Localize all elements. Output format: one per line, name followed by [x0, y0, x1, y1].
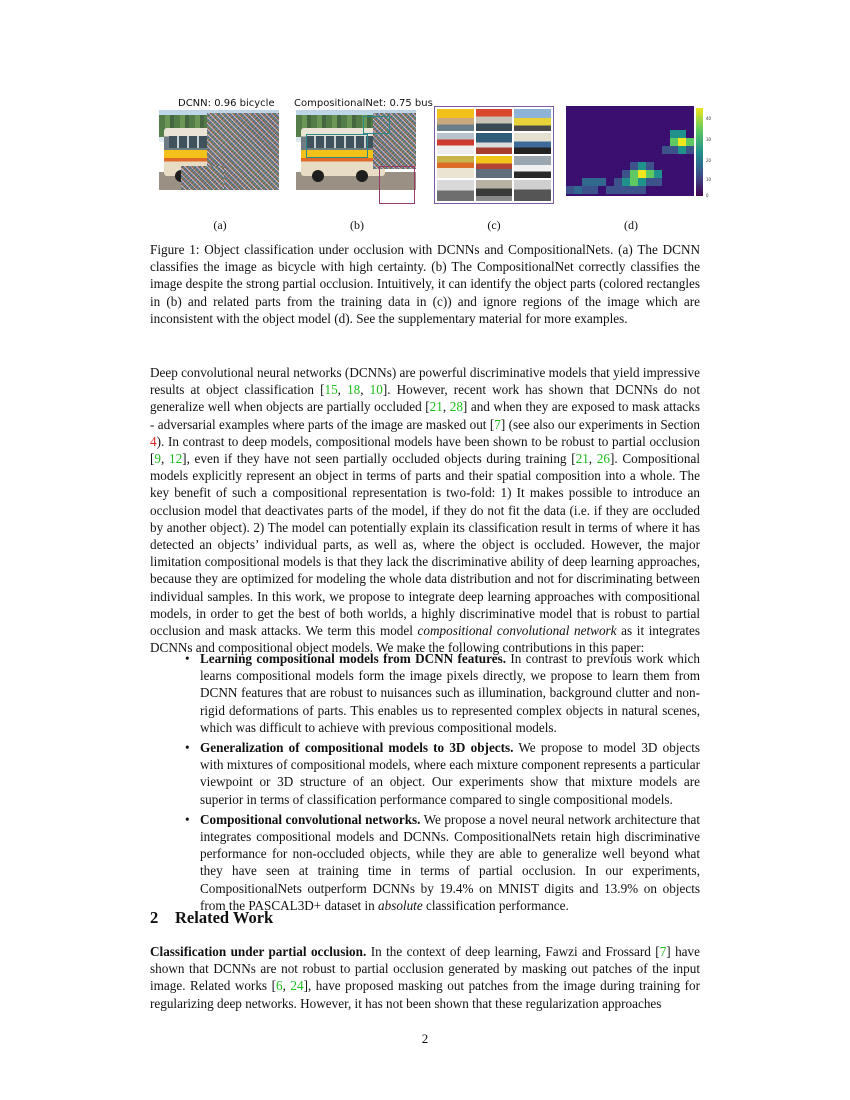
- citation-link[interactable]: 6: [275, 978, 283, 994]
- occlusion-noise-patch: [181, 166, 224, 190]
- patch: [514, 109, 551, 131]
- sub-label-c: (c): [487, 218, 501, 232]
- patch: [476, 180, 513, 202]
- item-title: Learning compositional models from DCNN features.: [200, 651, 506, 666]
- caption-text: Object classification under occlusion with DCNNs and CompositionalNets. (a) The DCNN classifies the image as bicycle with high certainty. (b) The CompositionalNet correctly classifies the image despite the strong partial occlusion. Intuitively, it can identify the object parts (colored rectangles in (b) and related parts from the training data in (c)) and ignore regions of the image which are inconsistent with the object model (d). See the supplementary material for more examples.: [150, 242, 700, 326]
- intro-paragraph: [150, 364, 700, 656]
- heatmap-cell: [606, 186, 614, 194]
- colorbar-tick: 20: [706, 158, 712, 163]
- heatmap-cell: [678, 138, 686, 146]
- heatmap-cell: [662, 146, 670, 154]
- citation-link[interactable]: 12: [168, 451, 183, 467]
- heatmap-cell: [670, 138, 678, 146]
- citation-link[interactable]: 28: [449, 399, 463, 415]
- section-heading: [150, 908, 273, 928]
- text: ]. However, recent work has shown that DCNNs do not generalize well when objects are partially occluded [: [150, 382, 701, 415]
- heatmap-cell: [670, 130, 678, 138]
- colorbar-tick: 0: [706, 193, 709, 198]
- patch: [437, 180, 474, 202]
- wheel: [312, 170, 324, 182]
- text: ,: [442, 399, 450, 415]
- heatmap-cell: [686, 138, 694, 146]
- text: In the context of deep learning, Fawzi and Frossard [: [366, 944, 660, 959]
- heatmap-cell: [638, 178, 646, 186]
- citation-link[interactable]: 18: [347, 382, 361, 398]
- heatmap-cell: [598, 178, 606, 186]
- panel-b-title: CompositionalNet: 0.75 bus: [294, 98, 433, 109]
- heatmap-cell: [574, 186, 582, 194]
- patch: [514, 180, 551, 202]
- patch: [437, 156, 474, 178]
- patch: [476, 133, 513, 155]
- heatmap-cell: [614, 186, 622, 194]
- panel-a-image: [159, 110, 279, 190]
- heatmap-cell: [646, 162, 654, 170]
- sub-label-b: (b): [350, 218, 364, 232]
- citation-link[interactable]: 15: [324, 382, 338, 398]
- heatmap-cell: [646, 170, 654, 178]
- paragraph-title: Classification under partial occlusion.: [150, 944, 367, 959]
- patch: [437, 133, 474, 155]
- bullet: •: [185, 651, 190, 666]
- heatmap-cell: [622, 186, 630, 194]
- item-title: Compositional convolutional networks.: [200, 811, 421, 827]
- item-title: Generalization of compositional models to 3D objects.: [200, 740, 514, 756]
- heatmap-cell: [622, 178, 630, 186]
- list-item: [150, 811, 700, 914]
- page-number: 2: [421, 1031, 429, 1046]
- citation-link[interactable]: 21: [429, 399, 443, 415]
- heatmap-cell: [582, 186, 590, 194]
- text: ,: [588, 451, 597, 467]
- heatmap-cell: [678, 130, 686, 138]
- heatmap-cell: [670, 146, 678, 154]
- heatmap-cell: [590, 178, 598, 186]
- heatmap-cell: [566, 186, 574, 194]
- text: ] have shown that DCNNs are not robust to partial occlusion generated by masking out patches of the input image. Related works [: [150, 944, 700, 994]
- section-number: 2: [150, 908, 159, 927]
- figure-caption: [150, 241, 700, 327]
- citation-link[interactable]: 9: [154, 451, 161, 467]
- text: ,: [360, 382, 370, 398]
- heatmap-cell: [590, 186, 598, 194]
- heatmap-cell: [686, 146, 694, 154]
- panel-a-title: DCNN: 0.96 bicycle: [178, 98, 275, 109]
- section-title: Related Work: [175, 908, 274, 927]
- heatmap-cell: [582, 178, 590, 186]
- patch: [476, 109, 513, 131]
- citation-link[interactable]: 10: [369, 382, 383, 398]
- patch: [514, 156, 551, 178]
- sub-label-d: (d): [624, 218, 638, 232]
- heatmap-cell: [614, 178, 622, 186]
- part-rectangle: [363, 116, 389, 134]
- heatmap-cell: [678, 146, 686, 154]
- colorbar-tick: 30: [706, 137, 712, 142]
- heatmap-cell: [638, 170, 646, 178]
- colorbar-tick: 10: [706, 177, 712, 182]
- panel-c-part-patches: [434, 106, 554, 204]
- sub-label-a: (a): [213, 218, 227, 232]
- heatmap-cell: [630, 186, 638, 194]
- patch: [476, 156, 513, 178]
- item-text: classification performance.: [422, 897, 569, 913]
- heatmap-cell: [638, 186, 646, 194]
- text: ,: [337, 382, 348, 398]
- text: as it integrates DCNNs and compositional object models. We make the following contributions in this paper:: [150, 623, 701, 656]
- wheel: [356, 170, 368, 182]
- panel-d-occlusion-heatmap: [566, 106, 706, 196]
- text: ] and when they are exposed to mask attacks - adversarial examples where parts of the image are masked out [: [150, 399, 701, 432]
- heatmap-cell: [654, 178, 662, 186]
- figure-1: [150, 96, 712, 236]
- heatmap-cell: [630, 162, 638, 170]
- colorbar-tick: 40: [706, 116, 712, 121]
- heatmap-cell: [630, 178, 638, 186]
- text: ,: [161, 451, 169, 467]
- contributions-list: [150, 650, 700, 917]
- related-work-paragraph: [150, 943, 700, 1012]
- colorbar: [696, 108, 703, 196]
- section-link[interactable]: 4: [150, 433, 157, 449]
- citation-link[interactable]: 26: [596, 451, 610, 467]
- item-text: In contrast to previous work which learns compositional models form the image pixels directly, we propose to learn them from DCNN features that are robust to nuisances such as illumination, background clutter and non-rigid deformations of parts. This enables us to represented complex objects in natural scenes, which was difficult to achieve with previous compositional models.: [200, 651, 700, 735]
- list-item: [150, 739, 700, 808]
- text: ,: [282, 978, 291, 994]
- text: ). In contrast to deep models, compositional models have been shown to be robust to partial occlusion [: [150, 433, 700, 467]
- patch: [437, 109, 474, 131]
- part-rectangle: [306, 134, 368, 158]
- item-text: We propose to model 3D objects with mixtures of compositional models, where each mixture component represents a particular viewpoint or 3D structure of an object. Our experiments show that mixture models are superior in terms of classification performance compared to single compositional models.: [200, 740, 700, 807]
- heatmap-cell: [622, 170, 630, 178]
- text: ], have proposed masking out patches from the image during training for regularizing deep networks. However, it has not been shown that these regularization approaches: [150, 978, 700, 1011]
- citation-link[interactable]: 7: [659, 944, 667, 959]
- heatmap-cell: [646, 178, 654, 186]
- emphasis: absolute: [378, 897, 423, 913]
- heatmap-cell: [638, 162, 646, 170]
- bullet: •: [185, 811, 190, 827]
- part-rectangle-outside: [379, 166, 415, 204]
- text: ]. Compositional models explicitly represent an object in terms of parts and their spatial composition into a whole. The key benefit of such a compositional representation is two-fold: 1) It makes possible to introduce an occlusion model that deactivates parts of the model, if they do not fit the data (i.e. if they are occluded by another object). 2) The model can potentially explain its classification result in terms of where it has detected an objects’ individual parts, as well as, where the object is occluded. However, the major limitation compositional models is that they lack the discriminative ability of deep learning approaches, because they are optimized for modeling the whole data distribution and not for discriminating between individual samples. In this work, we propose to integrate deep learning approaches with compositional models, in order to get the best of both worlds, a highly discriminative model that is robust to partial occlusion and mask attacks. We term this model: [150, 451, 701, 639]
- bullet: •: [185, 740, 190, 756]
- text: ], even if they have not seen partially occluded objects during training [: [182, 451, 576, 467]
- item-text: We propose a novel neural network architecture that integrates compositional models and DCNNs. CompositionalNets retain high discriminative performance for non-occluded objects, while they are able to generalize well beyond what they have seen at training time in terms of partial occlusion. In our experiments, CompositionalNets outperform DCNNs by 19.4% on MNIST digits and 13.9% on objects from the PASCAL3D+ dataset in: [200, 811, 701, 913]
- citation-link[interactable]: 24: [290, 978, 304, 994]
- emphasis: compositional convolutional network: [417, 623, 617, 639]
- patch: [514, 133, 551, 155]
- caption-label: Figure 1:: [150, 242, 200, 257]
- citation-link[interactable]: 7: [494, 416, 501, 432]
- heatmap-cell: [630, 170, 638, 178]
- text: ] (see also our experiments in Section: [500, 416, 700, 432]
- list-item: [150, 650, 700, 736]
- heatmap-cell: [654, 170, 662, 178]
- citation-link[interactable]: 21: [575, 451, 589, 467]
- text: Deep convolutional neural networks (DCNNs) are powerful discriminative models that yield impressive results at object classification [: [150, 365, 700, 398]
